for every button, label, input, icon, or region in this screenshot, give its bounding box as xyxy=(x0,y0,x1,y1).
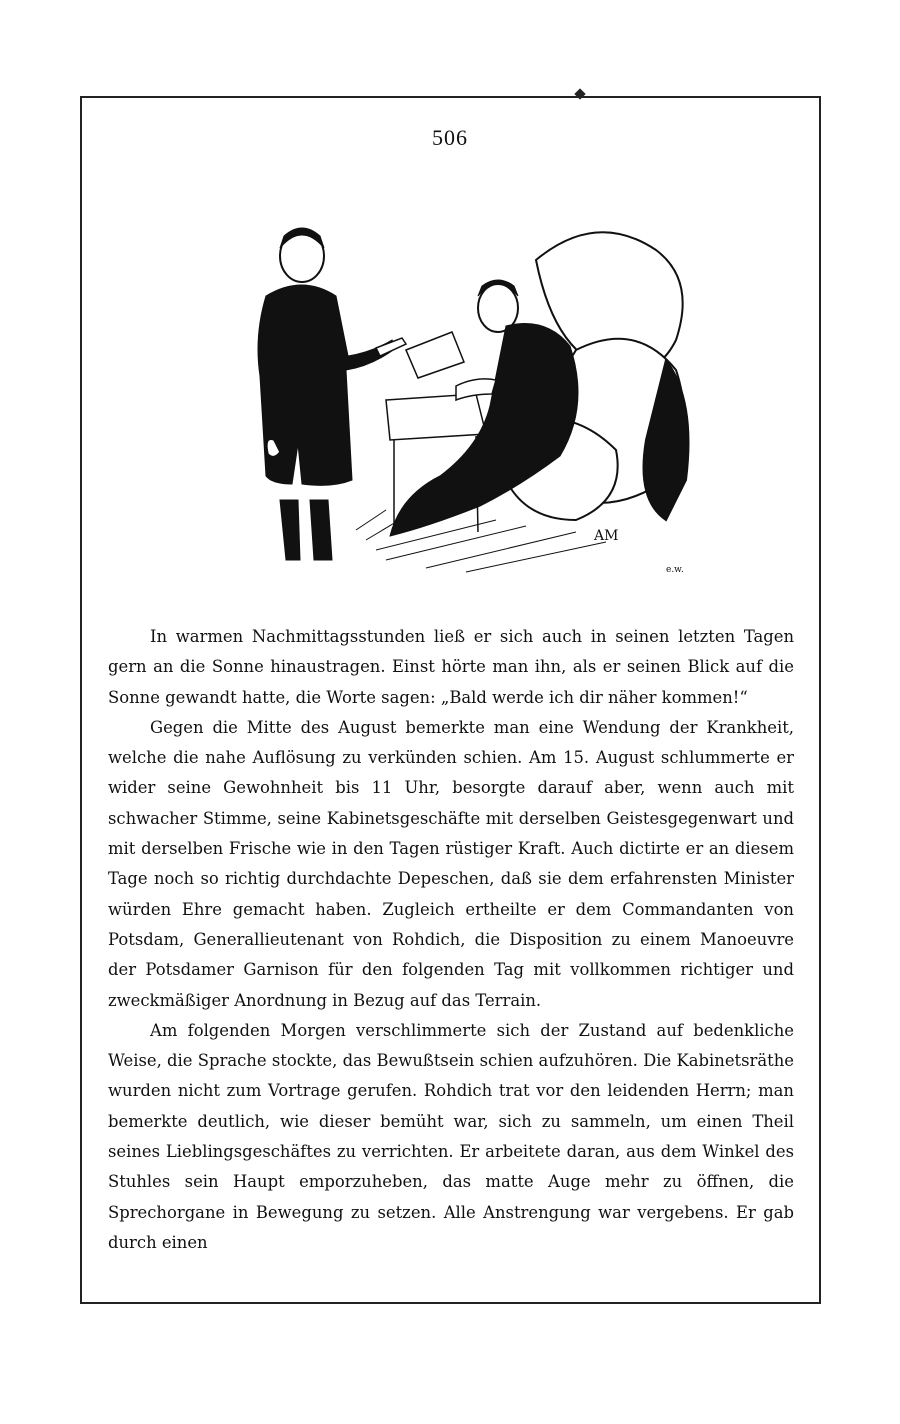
body-text xyxy=(108,622,794,1258)
paragraph: Gegen die Mitte des August bemerkte man eine Wendung der Krankheit, welche die nahe Auflösung zu verkünden schien. Am 15. August schlummerte er wider seine Gewohnheit bis 11 Uhr, besorgte darauf aber, wenn auch mit schwacher Stimme, seine Kabinetsgeschäfte mit derselben Geistesgegenwart und mit derselben Frische wie in den Tagen rüstiger Kraft. Auch dictirte er an diesem Tage noch so richtig durchdachte Depeschen, daß sie dem erfahrensten Minister würden Ehre gemacht haben. Zugleich ertheilte er dem Commandanten von Potsdam, Generallieutenant von Rohdich, die Disposition zu einem Manoeuvre der Potsdamer Garnison für den folgenden Tag mit vollkommen richtiger und zweckmäßiger Anordnung in Bezug auf das Terrain. xyxy=(108,717,794,1010)
paragraph: In warmen Nachmittagsstunden ließ er sich auch in seinen letzten Tagen gern an die Sonne hinaustragen. Einst hörte man ihn, als er seinen Blick auf die Sonne gewandt hatte, die Worte sagen: „Bald werde ich dir näher kommen!“ xyxy=(108,627,794,707)
artist-monogram: AM xyxy=(594,528,619,544)
page-number: 506 xyxy=(432,125,468,150)
standing-figure xyxy=(258,228,406,560)
engraving-illustration xyxy=(226,200,706,580)
artist-signature: e.w. xyxy=(666,565,684,575)
paragraph: Am folgenden Morgen verschlimmerte sich der Zustand auf bedenkliche Weise, die Sprache stockte, das Bewußtsein schien aufzuhören. Die Kabinetsräthe wurden nicht zum Vortrage gerufen. Rohdich trat vor den leidenden Herrn; man bemerkte deutlich, wie dieser bemüht war, sich zu sammeln, um einen Theil seines Lieblingsgeschäftes zu verrichten. Er arbeitete daran, aus dem Winkel des Stuhles sein Haupt emporzuheben, das matte Auge mehr zu öffnen, die Sprechorgane in Bewegung zu setzen. Alle Anstrengung war vergebens. Er gab durch einen xyxy=(108,1020,794,1252)
